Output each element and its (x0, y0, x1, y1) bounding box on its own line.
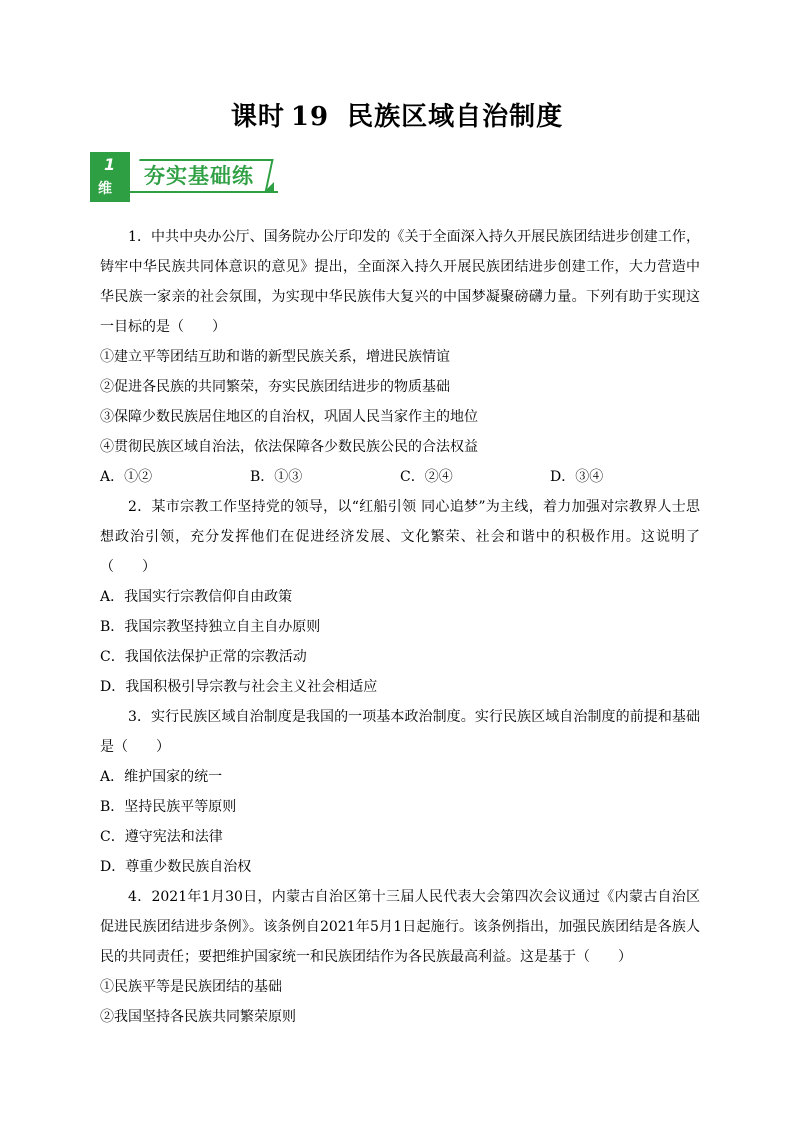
question-3-choice-a: A．维护国家的统一 (100, 769, 223, 785)
badge-underline (130, 191, 278, 193)
badge-label: 夯实基础练 (144, 164, 254, 188)
question-1 (100, 222, 700, 492)
question-3-choice-c: C．遵守宪法和法律 (100, 829, 223, 845)
question-3-choice-b: B．坚持民族平等原则 (100, 799, 237, 815)
question-1-choice-d: D．③④ (550, 469, 604, 485)
question-4-item-1: ①民族平等是民族团结的基础 (100, 979, 282, 995)
badge-unit: 维 (98, 181, 112, 197)
question-2 (100, 492, 700, 702)
question-3-choice-d: D．尊重少数民族自治权 (100, 859, 252, 875)
question-4-stem: 4．2021年1月30日，内蒙古自治区第十三届人民代表大会第四次会议通过《内蒙古自治区促进民族团结进步条例》。该条例自2021年5月1日起施行。该条例指出，加强民族团结是各族人民的共同责任；要把维护国家统一和民族团结作为各民族最高利益。这是基于（ ） (100, 889, 700, 965)
question-1-item-4: ④贯彻民族区域自治法，依法保障各少数民族公民的合法权益 (100, 439, 478, 455)
question-1-item-3: ③保障少数民族居住地区的自治权，巩固人民当家作主的地位 (100, 409, 478, 425)
title-number: 19 (290, 102, 330, 132)
question-2-choice-c: C．我国依法保护正常的宗教活动 (100, 649, 307, 665)
question-2-choice-a: A．我国实行宗教信仰自由政策 (100, 589, 293, 605)
question-3 (100, 702, 700, 882)
question-1-item-1: ①建立平等团结互助和谐的新型民族关系，增进民族情谊 (100, 349, 450, 365)
question-2-choice-b: B．我国宗教坚持独立自主自办原则 (100, 619, 321, 635)
question-list (100, 222, 700, 1032)
question-2-choice-d: D．我国积极引导宗教与社会主义社会相适应 (100, 679, 378, 695)
badge-number: 1 (104, 155, 116, 174)
question-2-stem: 2．某市宗教工作坚持党的领导，以“红船引领 同心追梦”为主线，着力加强对宗教界人士思想政治引领，充分发挥他们在促进经济发展、文化繁荣、社会和谐中的积极作用。这说明了（ ） (100, 499, 700, 575)
question-1-choice-c: C．②④ (400, 469, 453, 485)
title-main: 民族区域自治制度 (347, 102, 564, 132)
question-4-item-2: ②我国坚持各民族共同繁荣原则 (100, 1009, 296, 1025)
title-prefix: 课时 (230, 102, 285, 132)
page-title (0, 96, 794, 133)
question-1-choice-b: B．①③ (250, 469, 303, 485)
question-1-choices (100, 462, 700, 492)
question-4 (100, 882, 700, 1032)
question-1-choice-a: A．①② (100, 469, 153, 485)
section-badge (90, 152, 286, 202)
badge-number-box (90, 152, 130, 202)
question-3-stem: 3．实行民族区域自治制度是我国的一项基本政治制度。实行民族区域自治制度的前提和基础是（ ） (100, 709, 700, 755)
question-1-item-2: ②促进各民族的共同繁荣，夯实民族团结进步的物质基础 (100, 379, 450, 395)
question-1-stem: 1．中共中央办公厅、国务院办公厅印发的《关于全面深入持久开展民族团结进步创建工作，铸牢中华民族共同体意识的意见》提出，全面深入持久开展民族团结进步创建工作，大力营造中华民族一家亲的社会氛围，为实现中华民族伟大复兴的中国梦凝聚磅礴力量。下列有助于实现这一目标的是（ ） (100, 229, 700, 335)
